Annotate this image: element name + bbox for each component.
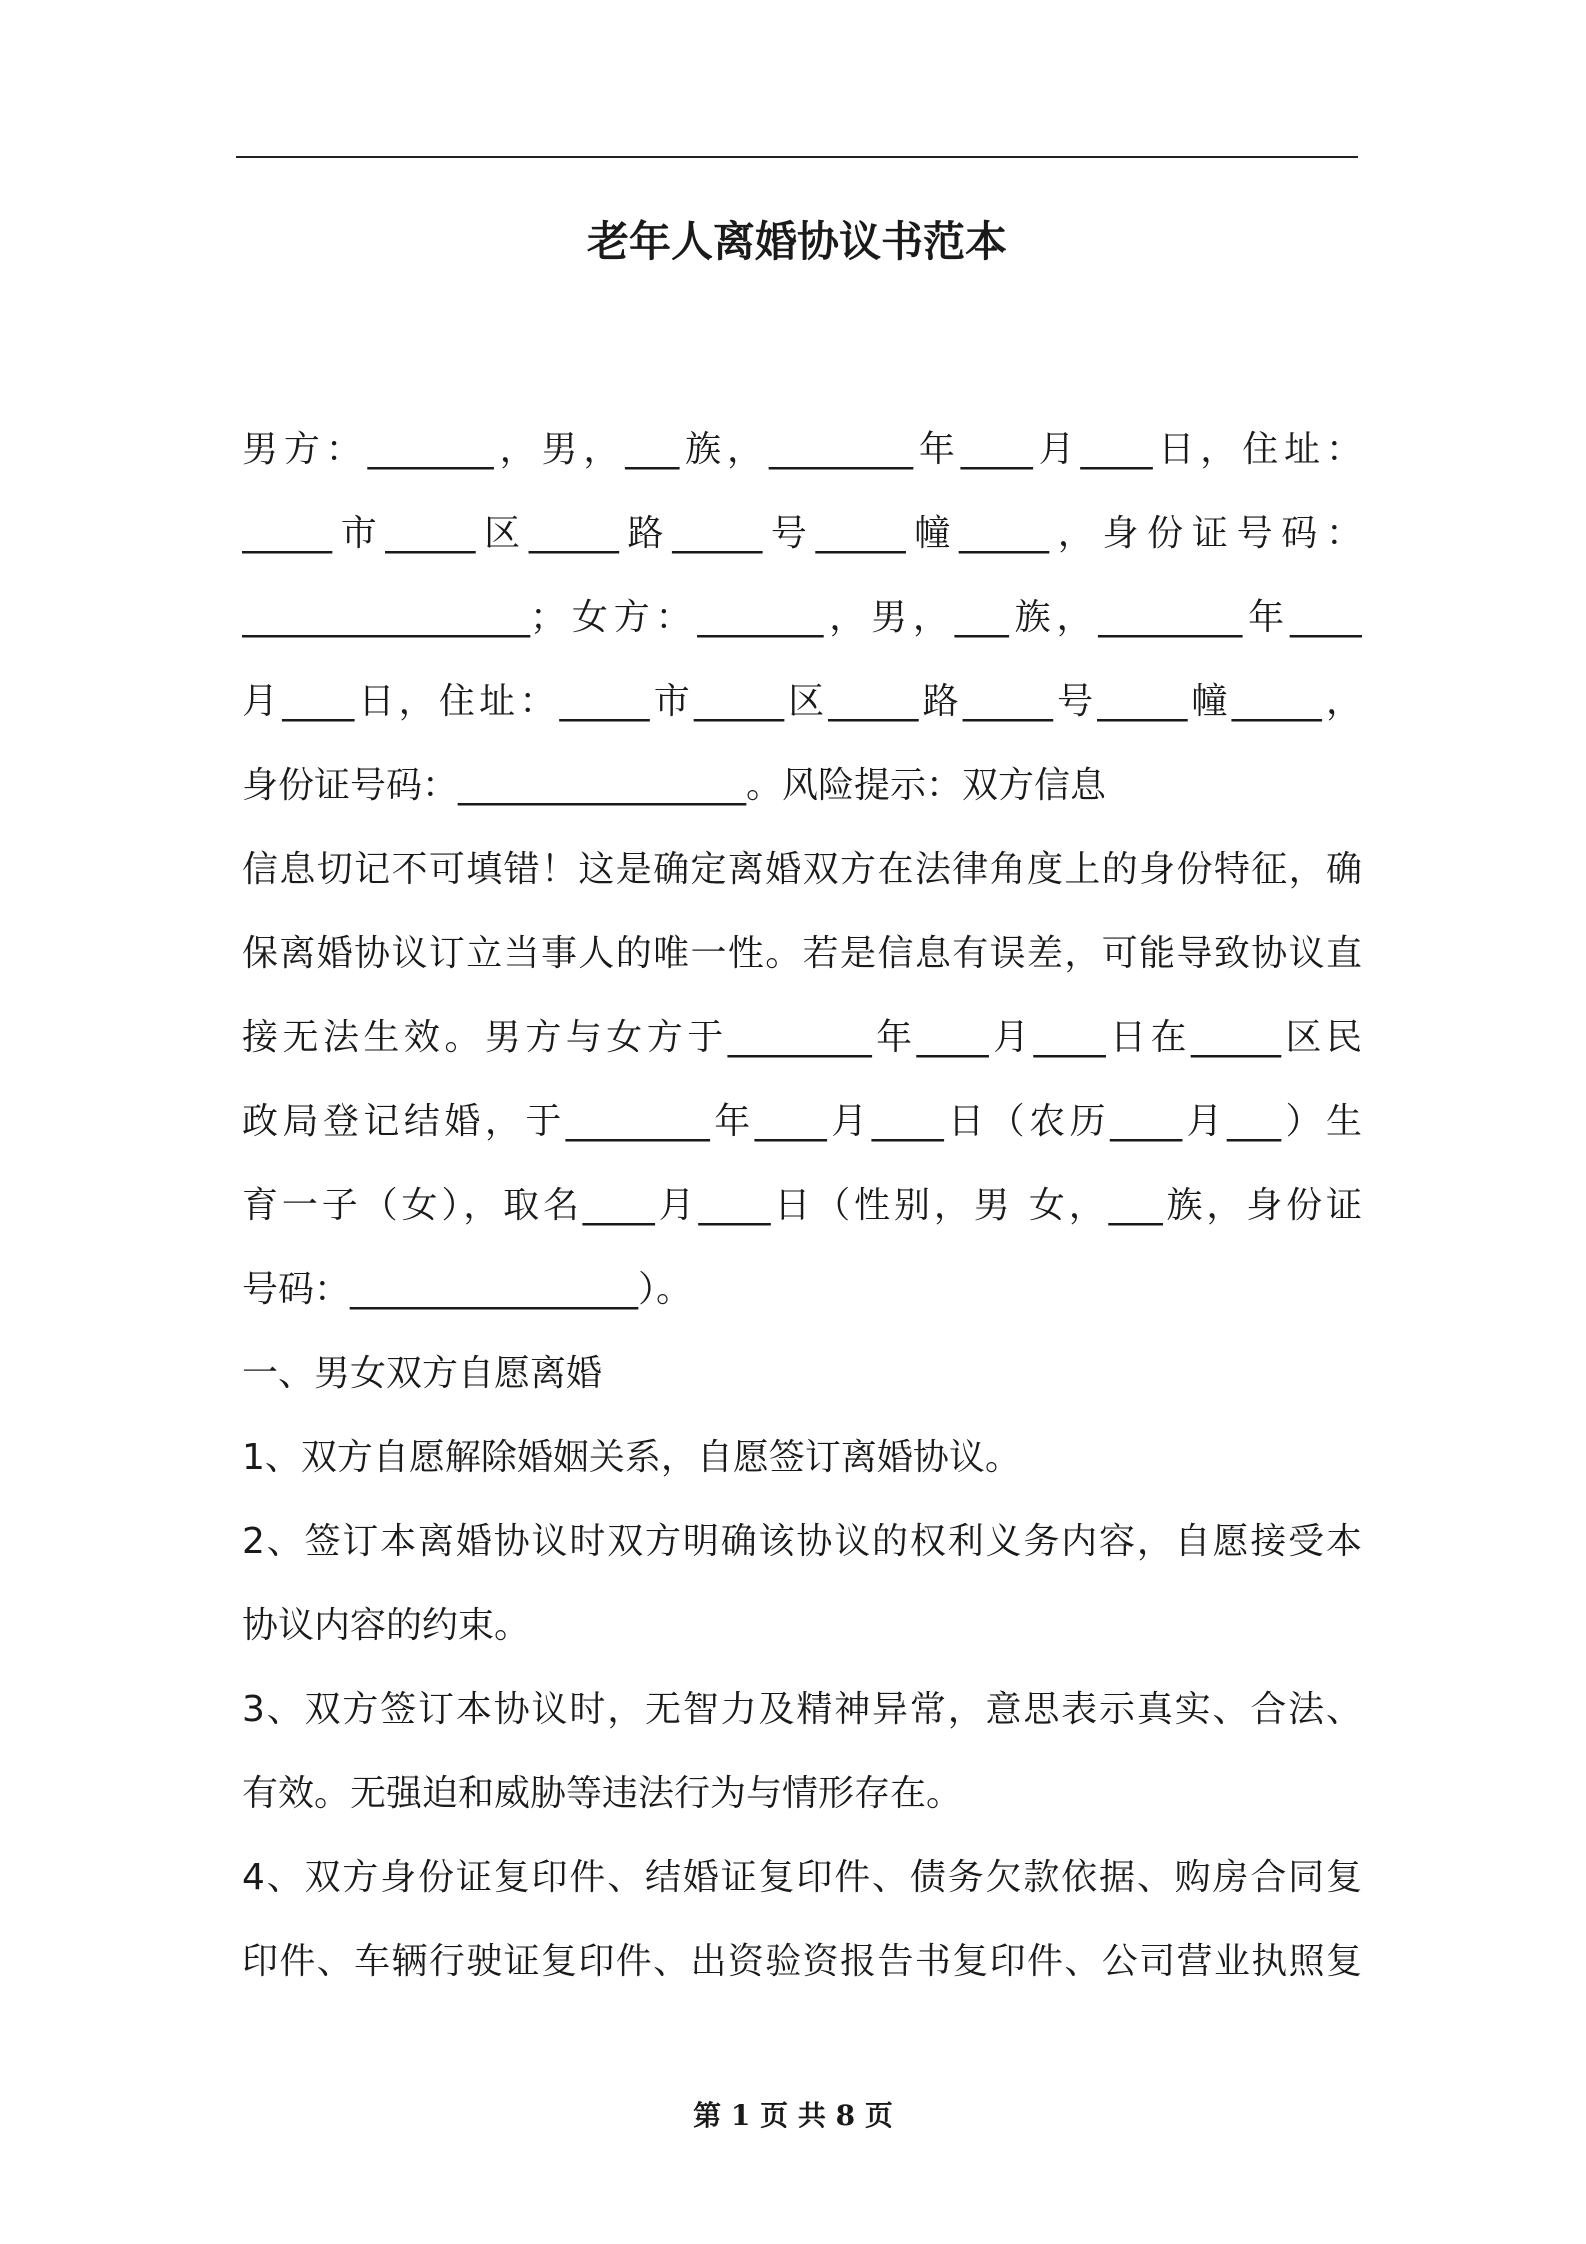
body-line-11: 号码：________________）。 bbox=[242, 1269, 693, 1310]
header-rule bbox=[236, 156, 1358, 158]
section-heading-1: 一、男女双方自愿离婚 bbox=[242, 1353, 603, 1394]
body-line-3: ________________；女方：_______，男，___族，________年____ bbox=[242, 597, 1362, 638]
body-line-5: 身份证号码：________________。风险提示：双方信息 bbox=[242, 765, 1107, 806]
body-line-1: 男方：_______，男，___族，________年____月____日，住址： bbox=[242, 429, 1362, 470]
body-line-2: _____市_____区_____路_____号_____幢_____，身份证号码： bbox=[242, 513, 1362, 554]
clause-2-cont: 协议内容的约束。 bbox=[242, 1605, 531, 1646]
document-body bbox=[242, 408, 1362, 2004]
body-line-4: 月____日，住址：_____市_____区_____路_____号_____幢_____， bbox=[242, 681, 1362, 722]
clause-4-cont: 印件、车辆行驶证复印件、出资验资报告书复印件、公司营业执照复 bbox=[242, 1941, 1362, 1982]
clause-3: 3、双方签订本协议时，无智力及精神异常，意思表示真实、合法、 bbox=[242, 1689, 1362, 1730]
body-line-10: 育一子（女），取名____月____日（性别，男 女，___族，身份证 bbox=[242, 1185, 1362, 1226]
page-number: 第 1 页 共 8 页 bbox=[693, 2099, 893, 2132]
body-line-8: 接无法生效。男方与女方于________年____月____日在_____区民 bbox=[242, 1017, 1362, 1058]
clause-4: 4、双方身份证复印件、结婚证复印件、债务欠款依据、购房合同复 bbox=[242, 1857, 1362, 1898]
clause-2: 2、签订本离婚协议时双方明确该协议的权利义务内容，自愿接受本 bbox=[242, 1521, 1362, 1562]
clause-3-cont: 有效。无强迫和威胁等违法行为与情形存在。 bbox=[242, 1773, 963, 1814]
body-line-9: 政局登记结婚，于________年____月____日（农历____月___）生 bbox=[242, 1101, 1362, 1142]
body-line-7: 保离婚协议订立当事人的唯一性。若是信息有误差，可能导致协议直 bbox=[242, 933, 1362, 974]
clause-1: 1、双方自愿解除婚姻关系，自愿签订离婚协议。 bbox=[242, 1437, 1021, 1478]
body-line-6: 信息切记不可填错！这是确定离婚双方在法律角度上的身份特征，确 bbox=[242, 849, 1362, 890]
document-title: 老年人离婚协议书范本 bbox=[586, 217, 1007, 266]
